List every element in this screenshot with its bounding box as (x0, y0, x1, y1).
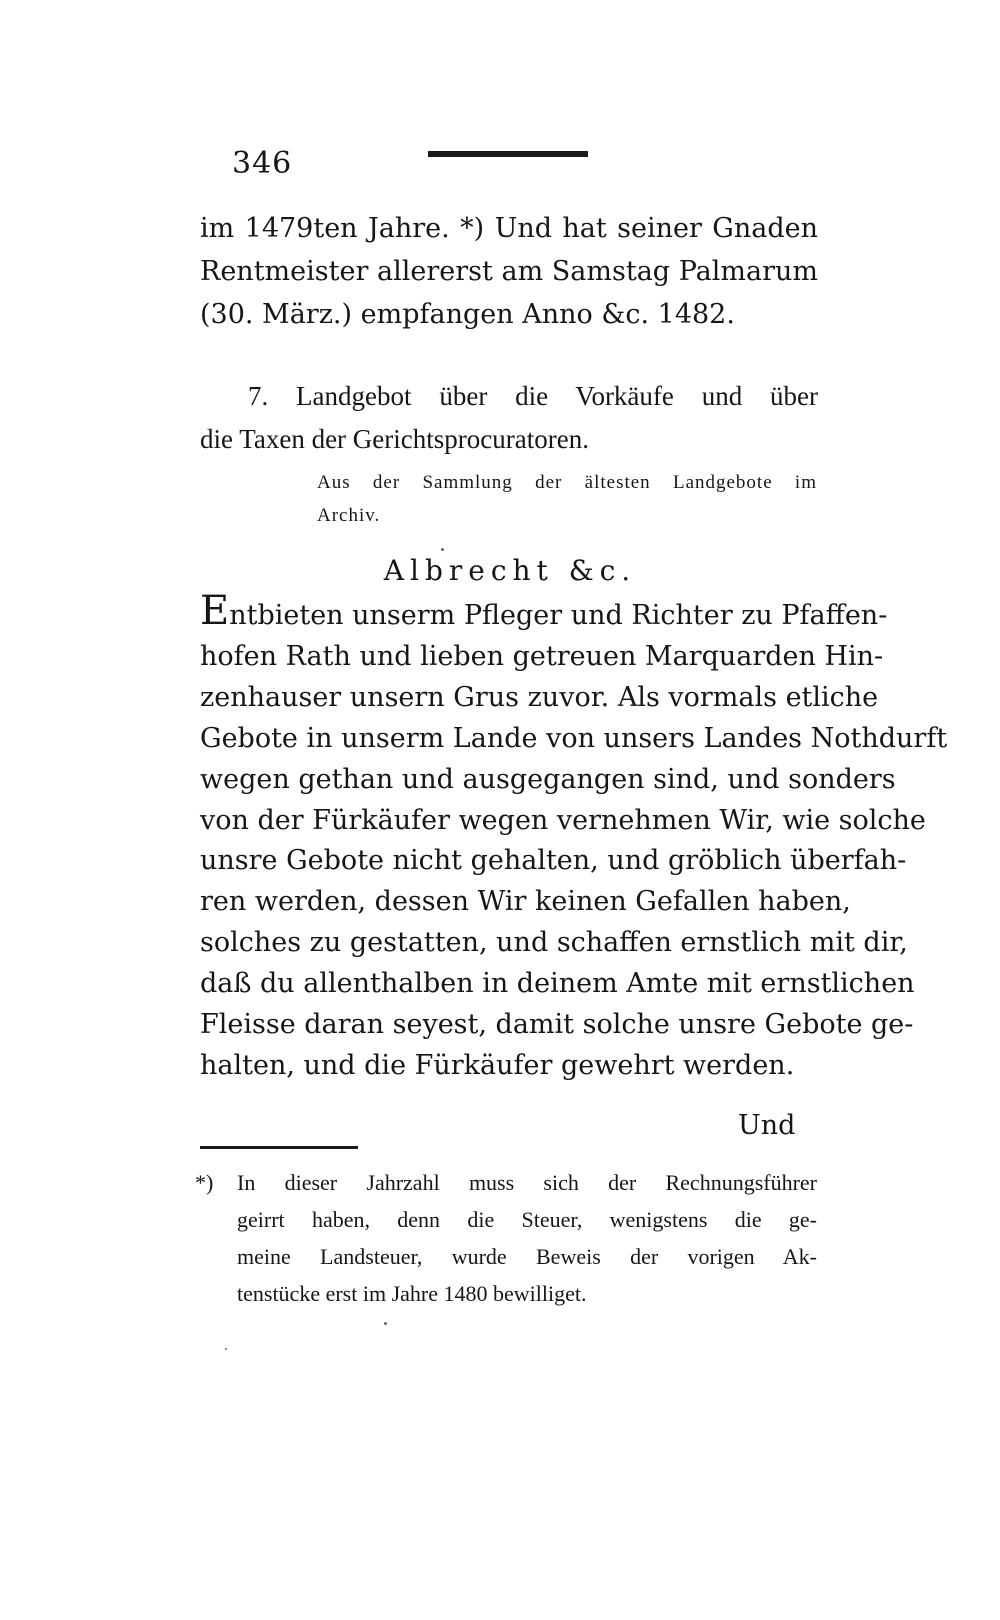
source-note (317, 466, 817, 532)
text-line: Gebote in unserm Lande von unsers Landes Nothdurft (200, 722, 948, 754)
text-line: hofen Rath und lieben getreuen Marquarden Hin- (200, 640, 884, 672)
text-line: unsre Gebote nicht gehalten, und gröblich überfah- (200, 845, 907, 877)
source-line: Aus der Sammlung der ältesten Landgebote im (317, 472, 817, 493)
text-line (200, 588, 888, 637)
text-line: solches zu gestatten, und schaffen ernstlich mit dir, (200, 927, 908, 959)
footnote-line: tenstücke erst im Jahre 1480 bewilliget. (237, 1281, 587, 1306)
text-line: daß du allenthalben in deinem Amte mit ernstlichen (200, 968, 915, 1000)
text-line: zenhauser unsern Grus zuvor. Als vormals etliche (200, 681, 879, 713)
header-rule (428, 151, 588, 157)
decree-body (200, 588, 948, 1087)
text-line: (30. März.) empfangen Anno &c. 1482. (200, 299, 735, 330)
drop-cap: E (200, 588, 230, 634)
text-line: wegen gethan und ausgegangen sind, und sonders (200, 763, 896, 795)
section-title-line: die Taxen der Gerichtsprocuratoren. (200, 424, 589, 454)
text-line: von der Fürkäufer wegen vernehmen Wir, wie solche (200, 804, 926, 836)
addressee-heading: Albrecht &c. (383, 554, 637, 587)
paragraph-continuation (200, 207, 818, 336)
footnote-marker: *) (195, 1170, 214, 1195)
section-title-line: 7. Landgebot über die Vorkäufe und über (248, 381, 818, 411)
first-line-text: ntbieten unserm Pfleger und Richter zu Pfaffen- (229, 600, 888, 631)
section-title (200, 375, 818, 461)
text-line: Rentmeister allererst am Samstag Palmarum (200, 256, 818, 287)
catchword: Und (738, 1110, 796, 1141)
footnote-line: meine Landsteuer, wurde Beweis der vorigen Ak- (237, 1244, 817, 1269)
source-line: Archiv. (317, 505, 381, 526)
footnote-rule (200, 1146, 358, 1149)
paper-speck (384, 1322, 387, 1325)
text-line: halten, und die Fürkäufer gewehrt werden. (200, 1049, 795, 1081)
text-line: ren werden, dessen Wir keinen Gefallen haben, (200, 886, 851, 918)
text-line: Fleisse daran seyest, damit solche unsre Gebote ge- (200, 1009, 914, 1041)
footnote-line: geirrt haben, denn die Steuer, wenigstens die ge- (237, 1207, 817, 1232)
footnote (195, 1164, 817, 1312)
footnote-line (195, 1164, 817, 1201)
page-number: 346 (232, 146, 293, 181)
paper-speck (225, 1348, 227, 1350)
footnote-first-line: In dieser Jahrzahl muss sich der Rechnungsführer (237, 1170, 817, 1195)
text-line: im 1479ten Jahre. *) Und hat seiner Gnaden (200, 213, 818, 244)
paper-speck (441, 548, 444, 551)
